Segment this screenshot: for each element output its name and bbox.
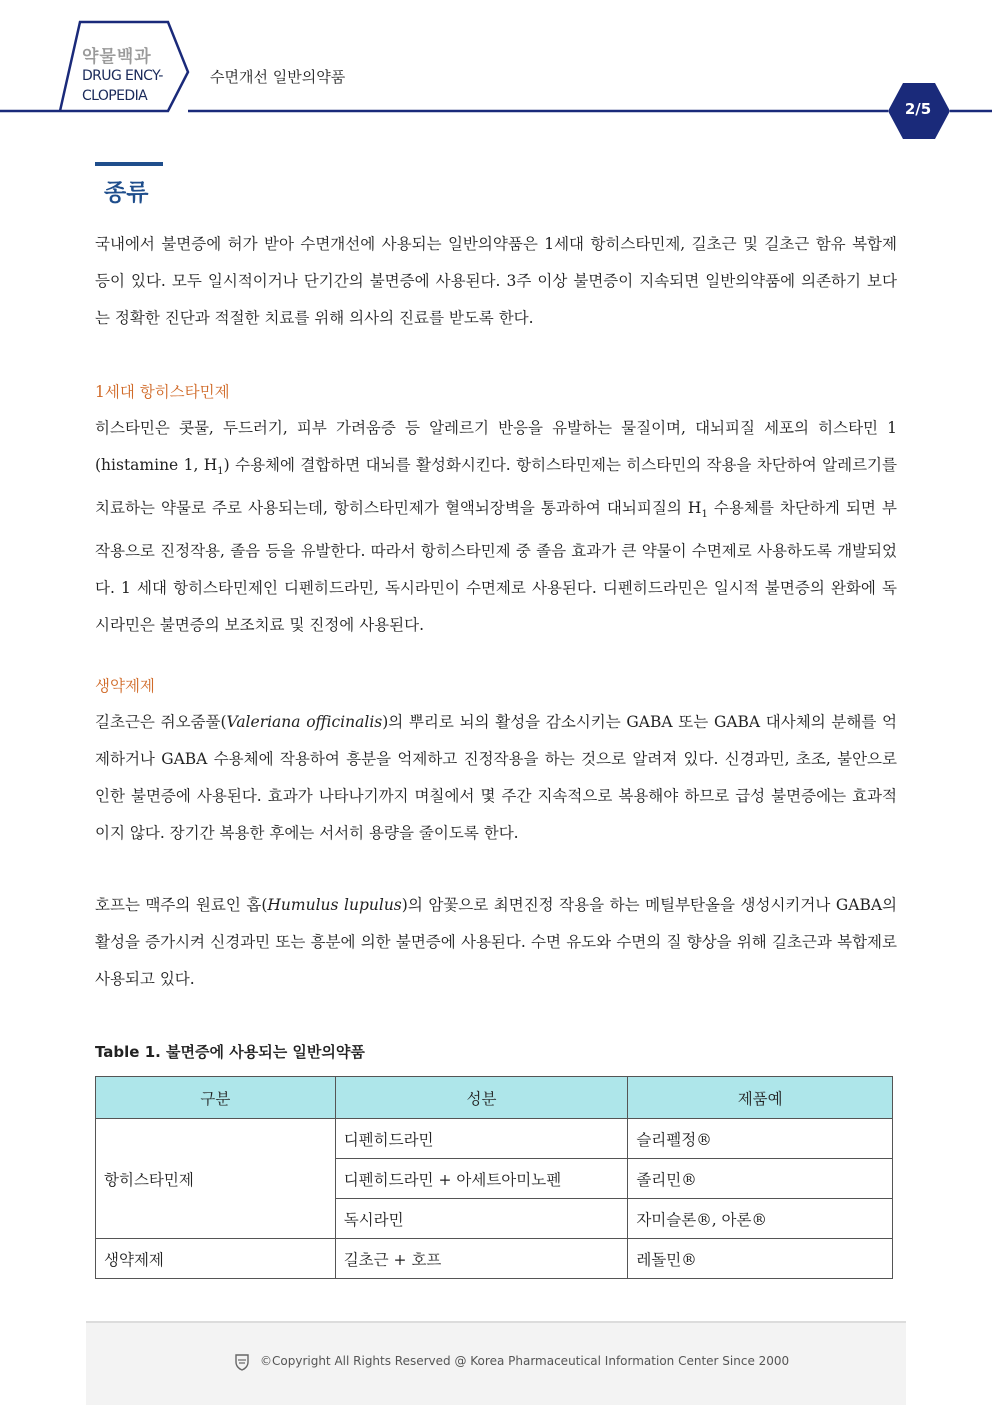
table-header-row <box>96 1077 893 1119</box>
table-caption: Table 1. 불면증에 사용되는 일반의약품 <box>95 1043 365 1061</box>
valerian-paragraph <box>95 704 897 852</box>
page-number: 2/5 <box>904 100 932 118</box>
header-category: 구분 <box>96 1077 336 1119</box>
header-ingredient: 성분 <box>335 1077 628 1119</box>
subscript-2: 1 <box>701 509 708 521</box>
logo-english <box>82 66 178 106</box>
section-title-bar <box>95 162 163 166</box>
ingredient-cell: 디펜히드라민 + 아세트아미노펜 <box>335 1159 628 1199</box>
ingredient-cell: 디펜히드라민 <box>335 1119 628 1159</box>
ingredient-cell: 독시라민 <box>335 1199 628 1239</box>
valerian-text-2: )의 뿌리로 뇌의 활성을 감소시키는 GABA 또는 GABA 대사체의 분해를 억제하거나 GABA 수용체에 작용하여 흥분을 억제하고 진정작용을 하는 것으로 알려져 있다. 신경과민, 초조, 불안으로 인한 불면증에 사용된다. 효과가 나타나기까지 며칠에서 몇 주간 지속적으로 복용해야 하므로 급성 불면증에는 효과적이지 않다. 장기간 복용한 후에는 서서히 용량을 줄이도록 한다. <box>95 713 897 842</box>
table-row <box>96 1239 893 1279</box>
antihistamine-paragraph <box>95 410 897 644</box>
intro-paragraph: 국내에서 불면증에 허가 받아 수면개선에 사용되는 일반의약품은 1세대 항히스타민제, 길초근 및 길초근 함유 복합제 등이 있다. 모두 일시적이거나 단기간의 불면증에 사용된다. 3주 이상 불면증이 지속되면 일반의약품에 의존하기 보다는 정확한 진단과 적절한 치료를 위해 의사의 진료를 받도록 한다. <box>95 235 897 327</box>
antihistamine-heading: 1세대 항히스타민제 <box>95 383 230 401</box>
logo-english-line2: CLOPEDIA <box>82 88 148 104</box>
products-cell: 졸리민® <box>628 1159 893 1199</box>
subscript-1: 1 <box>217 466 224 478</box>
antihistamine-text-1: 히스타민은 콧물, 두드러기, 피부 가려움증 등 알레르기 반응을 유발하는 물질이며, 대뇌피질 세포의 히스타민 1 (histamine 1, H <box>95 419 897 474</box>
hop-paragraph <box>95 887 897 998</box>
footer-copyright: ©Copyright All Rights Reserved @ Korea Pharmaceutical Information Center Since 2000 <box>260 1354 790 1368</box>
hop-text-1: 호프는 맥주의 원료인 홉( <box>95 896 268 914</box>
products-cell: 레돌민® <box>628 1239 893 1279</box>
herbal-heading: 생약제제 <box>95 677 155 695</box>
header-products: 제품예 <box>628 1077 893 1119</box>
valerian-text-1: 길초근은 쥐오줌풀( <box>95 713 227 731</box>
ingredient-cell: 길초근 + 호프 <box>335 1239 628 1279</box>
category-cell: 생약제제 <box>96 1239 336 1279</box>
antihistamine-text-3: 수용체를 차단하게 되면 부작용으로 진정작용, 졸음 등을 유발한다. 따라서 항히스타민제 중 졸음 효과가 큰 약물이 수면제로 사용하도록 개발되었다. 1 세대 항히스타민제인 디펜히드라민, 독시라민이 수면제로 사용된다. 디펜히드라민은 일시적 불면증의 완화에 독시라민은 불면증의 보조치료 및 진정에 사용된다. <box>95 499 897 635</box>
products-cell: 슬리펠정® <box>628 1119 893 1159</box>
page-header <box>0 0 992 150</box>
hop-latin-name: Humulus lupulus <box>267 896 402 914</box>
logo-english-line1: DRUG ENCY- <box>82 68 163 84</box>
antihistamine-text-2: ) 수용체에 결합하면 대뇌를 활성화시킨다. 항히스타민제는 히스타민의 작용을 차단하여 알레르기를 치료하는 약물로 주로 사용되는데, 항히스타민제가 혈액뇌장벽을 통과하여 대뇌피질의 H <box>95 456 897 518</box>
table-row <box>96 1119 893 1159</box>
logo-korean: 약물백과 <box>82 47 152 67</box>
document-title: 수면개선 일반의약품 <box>210 68 346 86</box>
valerian-latin-name: Valeriana officinalis <box>226 713 383 731</box>
section-title: 종류 <box>104 180 149 206</box>
products-cell: 자미슬론®, 아론® <box>628 1199 893 1239</box>
category-cell: 항히스타민제 <box>96 1119 336 1239</box>
hop-text-2: )의 암꽃으로 최면진정 작용을 하는 메틸부탄올을 생성시키거나 GABA의 활성을 증가시켜 신경과민 또는 흥분에 의한 불면증에 사용된다. 수면 유도와 수면의 질 향상을 위해 길초근과 복합제로 사용되고 있다. <box>95 896 898 988</box>
drug-table <box>95 1076 893 1279</box>
shield-logo-icon <box>234 1353 250 1371</box>
